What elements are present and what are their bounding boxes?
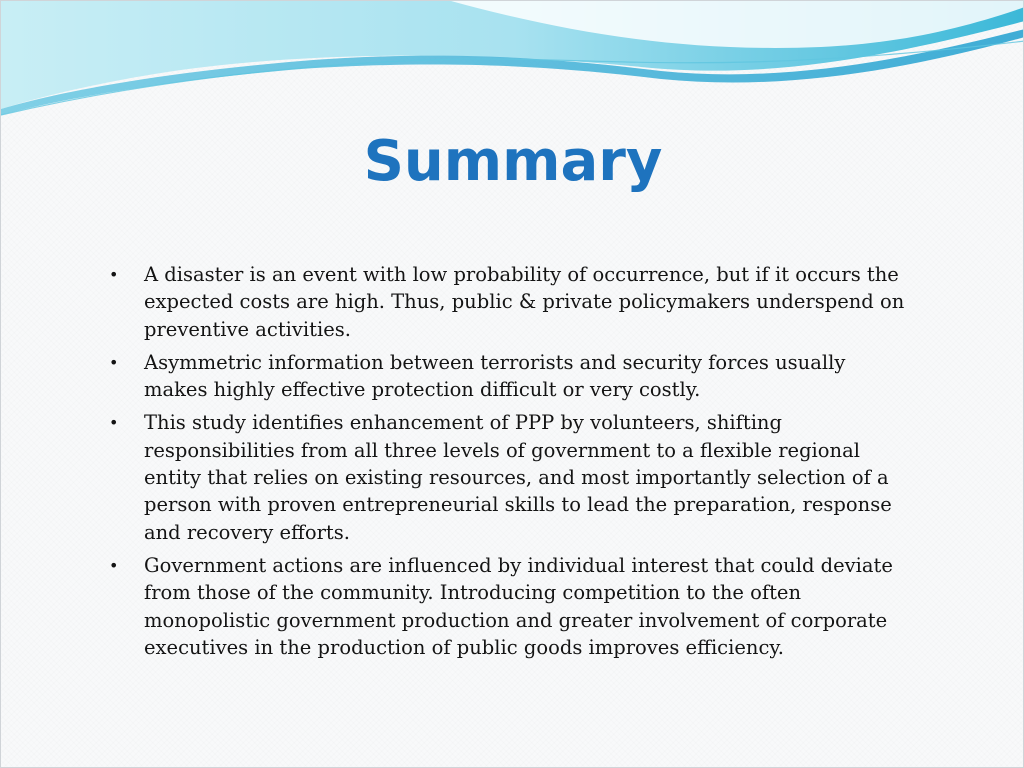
bullet-icon: •	[109, 555, 119, 575]
list-item	[109, 409, 909, 545]
bullet-text: Government actions are influenced by individual interest that could deviate from those of the community. Introducing competition to the often monopolistic government production and greater involvement of corporate executives in the production of public goods improves efficiency.	[144, 553, 893, 659]
list-item	[109, 552, 909, 661]
header-wave-decoration	[1, 1, 1024, 131]
bullet-icon: •	[109, 413, 119, 433]
list-item	[109, 349, 909, 404]
bullet-icon: •	[109, 352, 119, 372]
bullet-text: Asymmetric information between terrorists and security forces usually makes highly effective protection difficult or very costly.	[144, 350, 846, 402]
bullet-icon: •	[109, 265, 119, 284]
bullet-text: A disaster is an event with low probability of occurrence, but if it occurs the expected costs are high. Thus, public & private policymakers underspend on preventive activities.	[144, 263, 905, 341]
bullet-list	[109, 261, 909, 667]
bullet-text: This study identifies enhancement of PPP by volunteers, shifting responsibilities from all three levels of government to a flexible regional entity that relies on existing resources, and most importantly selection of a person with proven entrepreneurial skills to lead the preparation, response and recovery efforts.	[144, 411, 892, 544]
list-item	[109, 261, 909, 343]
page-title: Summary	[363, 129, 663, 194]
